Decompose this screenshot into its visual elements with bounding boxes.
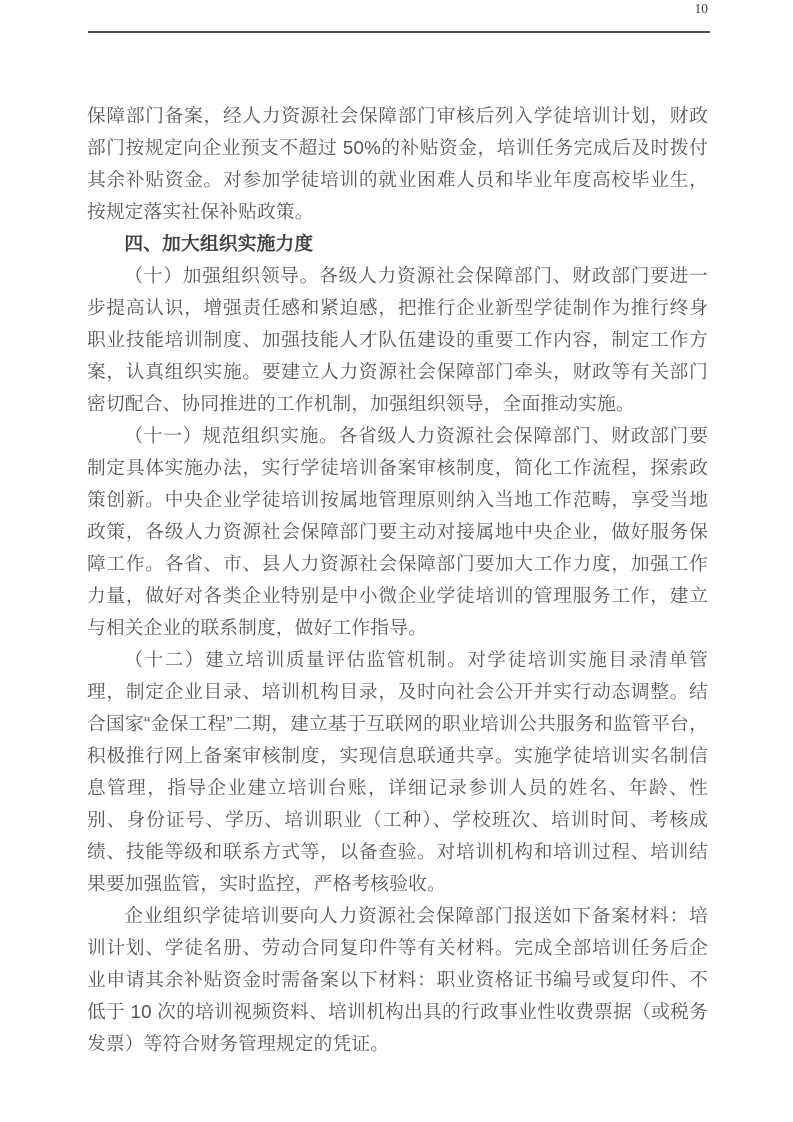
paragraph-item-11: （十一）规范组织实施。各省级人力资源社会保障部门、财政部门要制定具体实施办法，实行学徒培训备案审核制度，简化工作流程，探索政策创新。中央企业学徒培训按属地管理原则纳入当地工作范畴，享受当地政策，各级人力资源社会保障部门要主动对接属地中央企业，做好服务保障工作。各省、市、县人力资源社会保障部门要加大工作力度，加强工作力量，做好对各类企业特别是中小微企业学徒培训的管理服务工作，建立与相关企业的联系制度，做好工作指导。 bbox=[87, 425, 708, 638]
page-number: 10 bbox=[694, 1, 708, 16]
page-header bbox=[88, 0, 710, 36]
paragraph-item-12: （十二）建立培训质量评估监管机制。对学徒培训实施目录清单管理，制定企业目录、培训机构目录，及时向社会公开并实行动态调整。结合国家“金保工程”二期，建立基于互联网的职业培训公共服务和监管平台，积极推行网上备案审核制度，实现信息联通共享。实施学徒培训实名制信息管理，指导企业建立培训台账，详细记录参训人员的姓名、年龄、性别、身份证号、学历、培训职业（工种）、学校班次、培训时间、考核成绩、技能等级和联系方式等，以备查验。对培训机构和培训过程、培训结果要加强监管，实时监控，严格考核验收。 bbox=[87, 649, 708, 894]
paragraph-continuation: 保障部门备案，经人力资源社会保障部门审核后列入学徒培训计划，财政部门按规定向企业预支不超过 50%的补贴资金，培训任务完成后及时拨付其余补贴资金。对参加学徒培训的就业困难人员和毕业年度高校毕业生，按规定落实社保补贴政策。 bbox=[87, 105, 708, 222]
paragraph-filing-materials: 企业组织学徒培训要向人力资源社会保障部门报送如下备案材料：培训计划、学徒名册、劳动合同复印件等有关材料。完成全部培训任务后企业申请其余补贴资金时需备案以下材料：职业资格证书编号或复印件、不低于 10 次的培训视频资料、培训机构出具的行政事业性收费票据（或税务发票）等符合财务管理规定的凭证。 bbox=[87, 905, 708, 1054]
document-body bbox=[87, 100, 708, 1060]
header-rule bbox=[88, 31, 710, 33]
paragraph-item-10: （十）加强组织领导。各级人力资源社会保障部门、财政部门要进一步提高认识，增强责任感和紧迫感，把推行企业新型学徒制作为推行终身职业技能培训制度、加强技能人才队伍建设的重要工作内容，制定工作方案，认真组织实施。要建立人力资源社会保障部门牵头，财政等有关部门密切配合、协同推进的工作机制，加强组织领导，全面推动实施。 bbox=[87, 265, 708, 414]
section-heading: 四、加大组织实施力度 bbox=[124, 233, 314, 254]
